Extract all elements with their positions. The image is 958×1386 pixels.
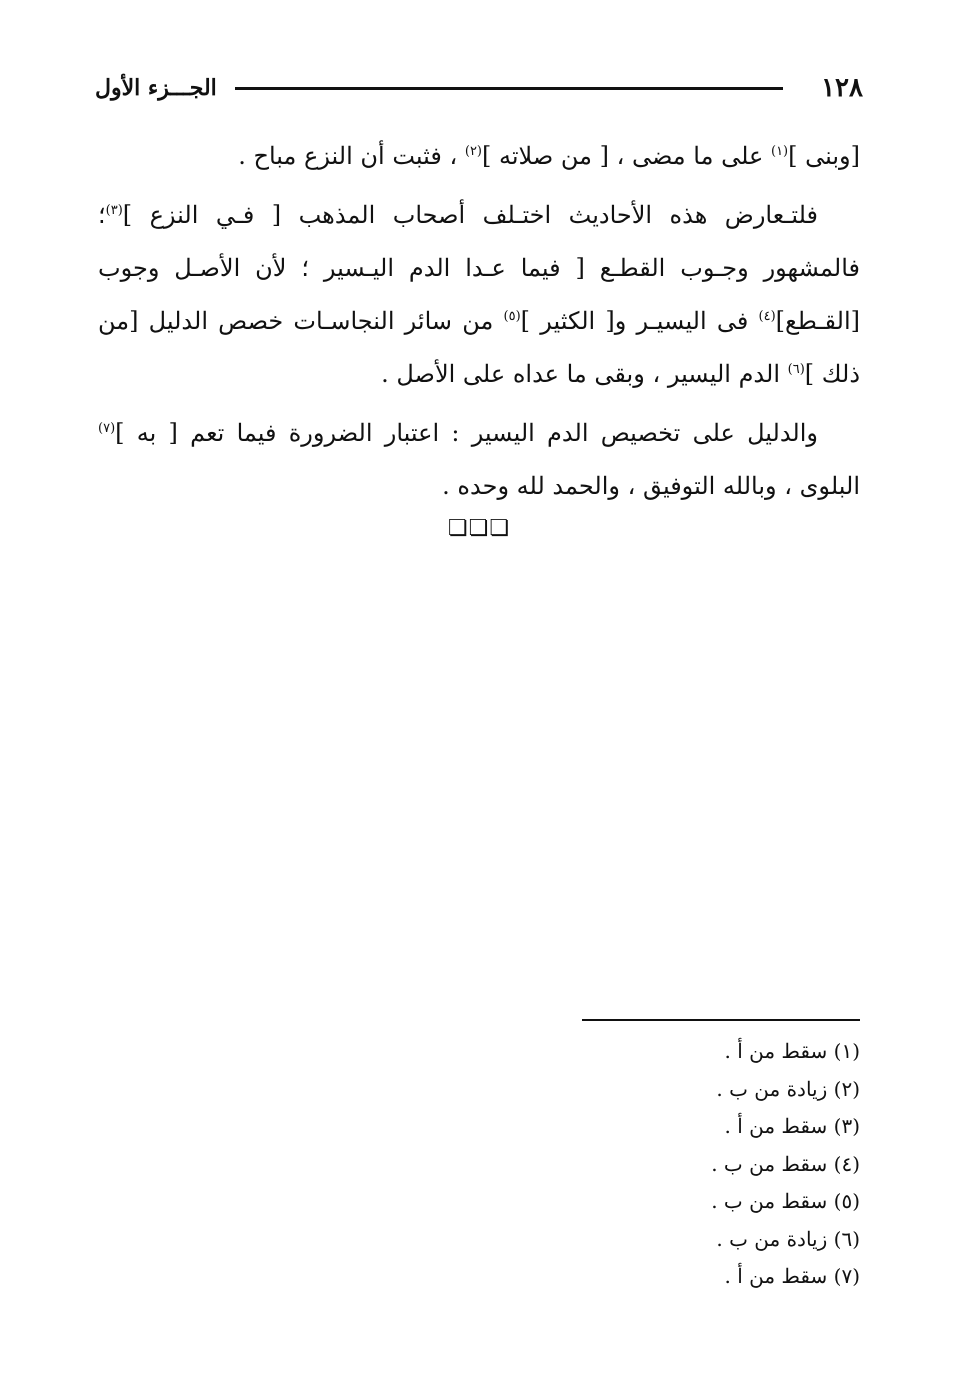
footnote-3: (٣) سقط من أ . [724, 1114, 860, 1138]
footnote-4: (٤) سقط من ب . [711, 1151, 860, 1176]
text-run: فلتـعارض هذه الأحاديث اختـلف أصحاب المذهب [ فـي النزع ] [122, 201, 818, 229]
text-run: فى اليسيـر و[ الكثير ] [520, 307, 759, 335]
section-end-ornament: ❏❏❏ [447, 516, 511, 541]
footnote-2: (٢) زيادة من ب . [716, 1076, 860, 1101]
text-run: والدليل على تخصيص الدم اليسير : اعتبار الضرورة فيما تعم [ به ] [115, 419, 818, 447]
text-run: الدم اليسير ، وبقى ما عداه على الأصل . [381, 360, 788, 388]
header-rule [235, 87, 783, 90]
footnote-7: (٧) سقط من أ . [724, 1264, 860, 1288]
text-run: على ما مضى ، [ من صلاته ] [482, 142, 771, 170]
footnotes-list [460, 1033, 860, 1296]
footnote-ref-1: (١) [770, 144, 789, 159]
footnote-ref-2: (٢) [464, 144, 482, 159]
text-run: من سائر النجاسـات خصص الدليل [من ذلك ] [98, 307, 860, 388]
text-run: [وبنى ] [788, 142, 860, 170]
text-run: البلوى ، وبالله التوفيق ، والحمد لله وحده . [442, 472, 860, 500]
paragraph-3 [98, 407, 860, 513]
footnote-1: (١) سقط من أ . [724, 1039, 860, 1063]
text-run: ؛ فالمشهور وجـوب القطـع [ فيما عـدا الدم اليـسير ؛ لأن الأصـل وجوب [القـطع] [98, 201, 861, 335]
footnote-separator [582, 1019, 860, 1021]
footnote-ref-3: (٣) [105, 203, 123, 218]
paragraph-1 [98, 130, 860, 183]
footnote-5: (٥) سقط من ب . [711, 1189, 860, 1213]
footnote-ref-4: (٤) [758, 309, 776, 324]
page-header [95, 70, 863, 106]
footnote-ref-6: (٦) [787, 362, 805, 377]
footnote-ref-5: (٥) [503, 309, 521, 324]
footnote-6: (٦) زيادة من ب . [716, 1226, 860, 1251]
main-text [98, 130, 860, 519]
running-title: الجـــزء الأول [95, 75, 217, 101]
page-number: ١٢٨ [821, 73, 863, 103]
text-run: ، فثبت أن النزع مباح . [238, 142, 465, 170]
footnote-ref-7: (٧) [98, 421, 116, 436]
paragraph-2 [98, 189, 860, 401]
